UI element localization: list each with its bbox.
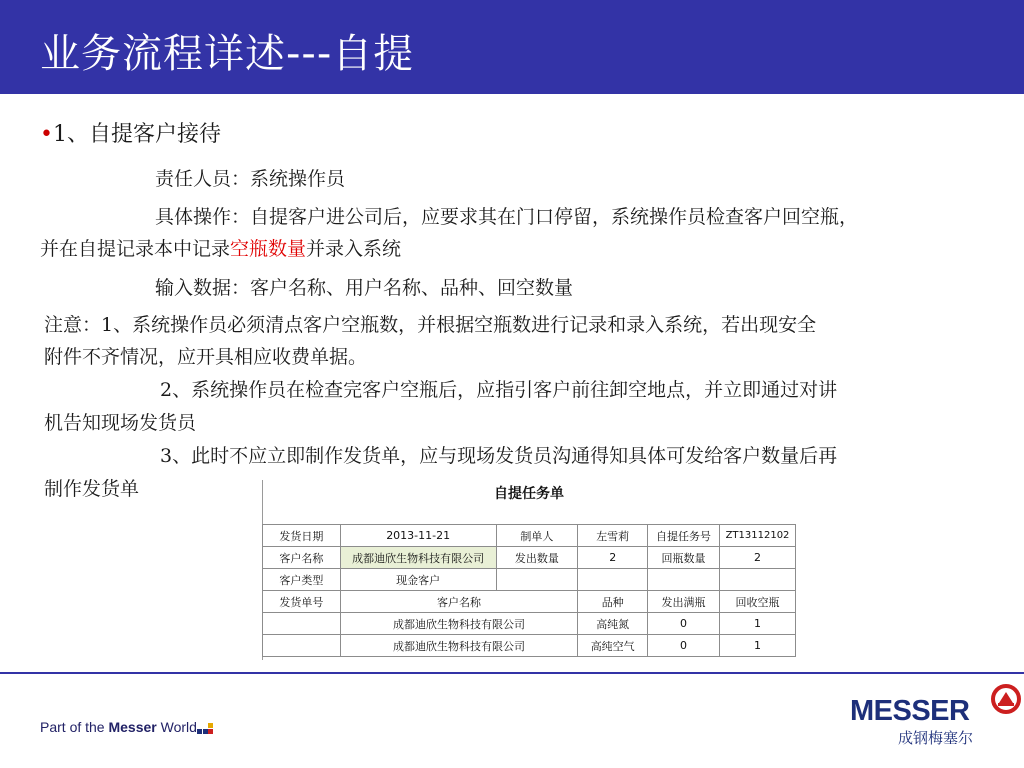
responsible-line: 责任人员：系统操作员 [155,168,346,190]
note3-line-1: 3、此时不应立即制作发货单，应与现场发货员沟通得知具体可发给客户数量后再 [160,445,838,467]
form-title: 自提任务单 [494,486,564,502]
cell-value: 0 [648,635,720,657]
cell-value: 0 [648,613,720,635]
messer-emblem-icon [990,683,1022,715]
bullet-icon: • [40,122,53,147]
note1-line-2: 附件不齐情况，应开具相应收费单据。 [44,346,368,368]
input-data-line: 输入数据：客户名称、用户名称、品种、回空数量 [155,277,574,299]
table-header-row [263,591,796,613]
column-header: 发出满瓶 [648,591,720,613]
table-row [263,635,796,657]
cell-empty [578,569,648,591]
cell-value [263,635,341,657]
cell-label: 发出数量 [496,547,578,569]
cell-value: 2 [578,547,648,569]
form-table [262,524,796,657]
cell-label: 客户类型 [263,569,341,591]
note3-line-2: 制作发货单 [44,478,140,500]
logo-chinese-name: 成钢梅塞尔 [898,729,974,747]
cell-label: 制单人 [496,525,578,547]
table-row [263,569,796,591]
section-heading [40,120,221,150]
pickup-task-form [262,480,796,660]
operation-line-2 [40,234,401,264]
cell-label: 客户名称 [263,547,341,569]
cell-value: 2013-11-21 [340,525,496,547]
column-header: 品种 [578,591,648,613]
cell-value: 成都迪欣生物科技有限公司 [340,547,496,569]
cell-empty [496,569,578,591]
footer-text-pre: Part of the [40,719,109,735]
cell-empty [719,569,795,591]
slide-title: 业务流程详述---自提 [40,31,415,77]
column-header: 发货单号 [263,591,341,613]
logo-wordmark: MESSER [850,695,970,727]
note2-line-1: 2、系统操作员在检查完客户空瓶后，应指引客户前往卸空地点，并立即通过对讲 [160,379,838,401]
operation-text-pre: 并在自提记录本中记录 [40,238,231,260]
table-row [263,525,796,547]
cell-label: 回瓶数量 [648,547,720,569]
cell-value: 高纯空气 [578,635,648,657]
footer-tagline [40,719,197,735]
section-heading-text: 1、自提客户接待 [52,122,221,147]
messer-dots-icon [197,722,213,736]
cell-value: 成都迪欣生物科技有限公司 [340,635,578,657]
cell-label: 自提任务号 [648,525,720,547]
column-header: 客户名称 [340,591,578,613]
note1-line-1: 注意：1、系统操作员必须清点客户空瓶数，并根据空瓶数进行记录和录入系统，若出现安全 [44,314,817,336]
messer-logo [850,683,1024,753]
note2-line-2: 机告知现场发货员 [44,412,197,434]
cell-value: 左雪莉 [578,525,648,547]
cell-value: 高纯氮 [578,613,648,635]
cell-value [263,613,341,635]
column-header: 回收空瓶 [719,591,795,613]
footer-divider [0,672,1024,674]
cell-value: 成都迪欣生物科技有限公司 [340,613,578,635]
table-row [263,547,796,569]
operation-line-1: 具体操作：自提客户进公司后，应要求其在门口停留，系统操作员检查客户回空瓶， [155,206,859,228]
cell-value: 现金客户 [340,569,496,591]
cell-value: 1 [719,613,795,635]
highlight-empty-bottle-count: 空瓶数量 [230,238,307,260]
table-row [263,613,796,635]
cell-value: 1 [719,635,795,657]
cell-value: ZT13112102 [719,525,795,547]
cell-empty [648,569,720,591]
footer-text-post: World [156,719,197,735]
operation-text-post: 并录入系统 [306,238,402,260]
cell-label: 发货日期 [263,525,341,547]
cell-value: 2 [719,547,795,569]
footer-text-bold: Messer [108,719,157,735]
